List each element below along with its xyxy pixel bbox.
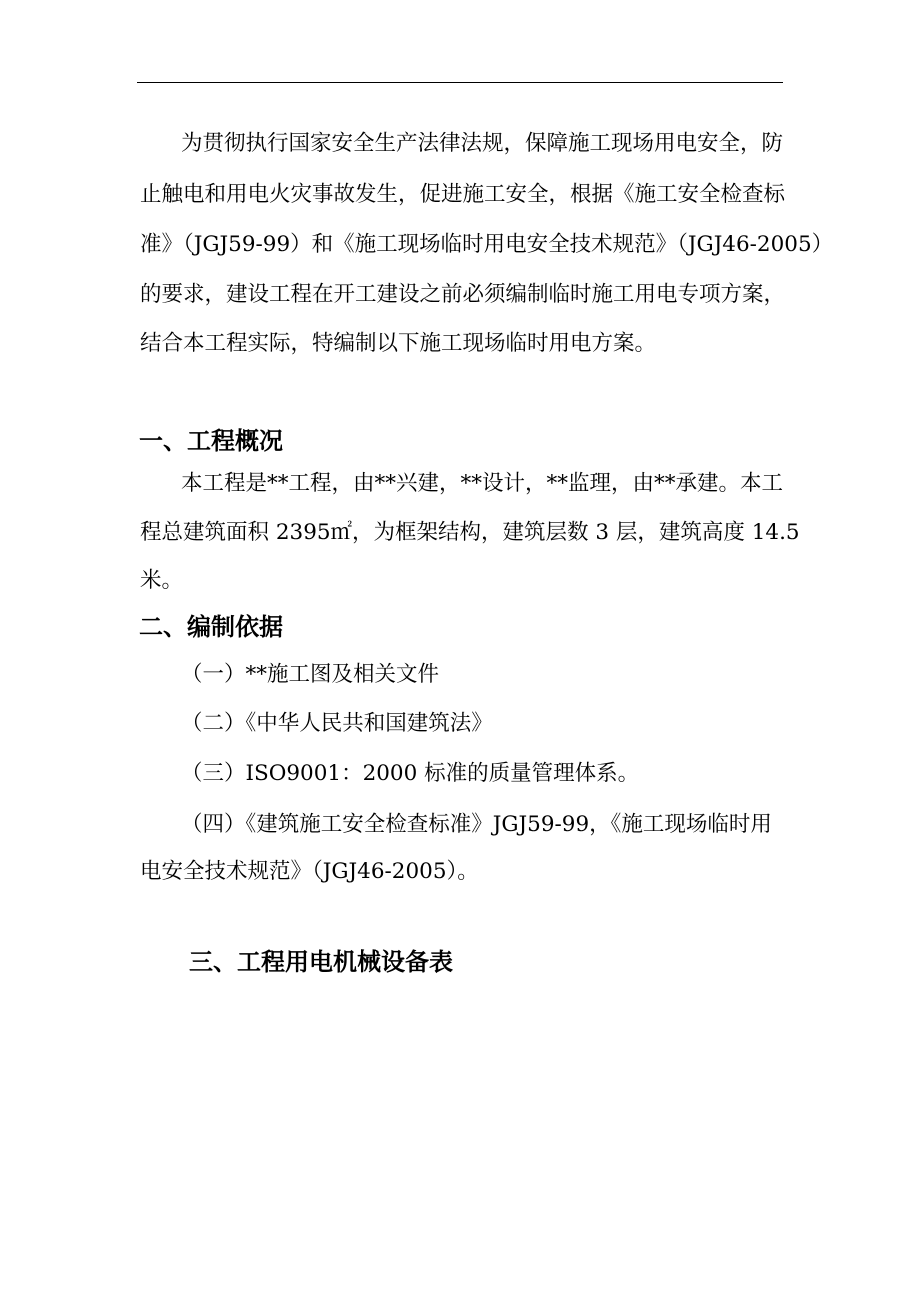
basis-item-4-cont: 电安全技术规范》（JGJ46-2005）。 <box>140 859 479 884</box>
intro-line-4: 的要求，建设工程在开工建设之前必须编制临时施工用电专项方案， <box>140 282 786 307</box>
section-1-line-1: 本工程是**工程，由**兴建，**设计，**监理，由**承建。本工 <box>181 471 784 496</box>
basis-item-1: （一）**施工图及相关文件 <box>181 662 440 687</box>
basis-item-4: （四）《建筑施工安全检查标准》JGJ59-99，《施工现场临时用 <box>181 812 772 837</box>
intro-line-3: 准》（JGJ59-99）和《施工现场临时用电安全技术规范》（JGJ46-2005） <box>140 232 834 257</box>
basis-item-2: （二）《中华人民共和国建筑法》 <box>181 711 493 736</box>
section-1-line-2: 程总建筑面积 2395㎡，为框架结构，建筑层数 3 层，建筑高度 14.5 <box>140 520 800 545</box>
section-1-line-3: 米。 <box>140 568 184 593</box>
intro-line-5: 结合本工程实际，特编制以下施工现场临时用电方案。 <box>140 331 657 356</box>
basis-item-3: （三）ISO9001：2000 标准的质量管理体系。 <box>181 761 640 786</box>
section-3-heading: 三、工程用电机械设备表 <box>189 948 453 976</box>
intro-line-1: 为贯彻执行国家安全生产法律法规，保障施工现场用电安全，防 <box>181 131 784 156</box>
section-1-heading: 一、工程概况 <box>139 427 283 455</box>
intro-line-2: 止触电和用电火灾事故发生，促进施工安全，根据《施工安全检查标 <box>140 182 786 207</box>
section-2-heading: 二、编制依据 <box>139 613 283 641</box>
header-rule <box>137 82 783 83</box>
